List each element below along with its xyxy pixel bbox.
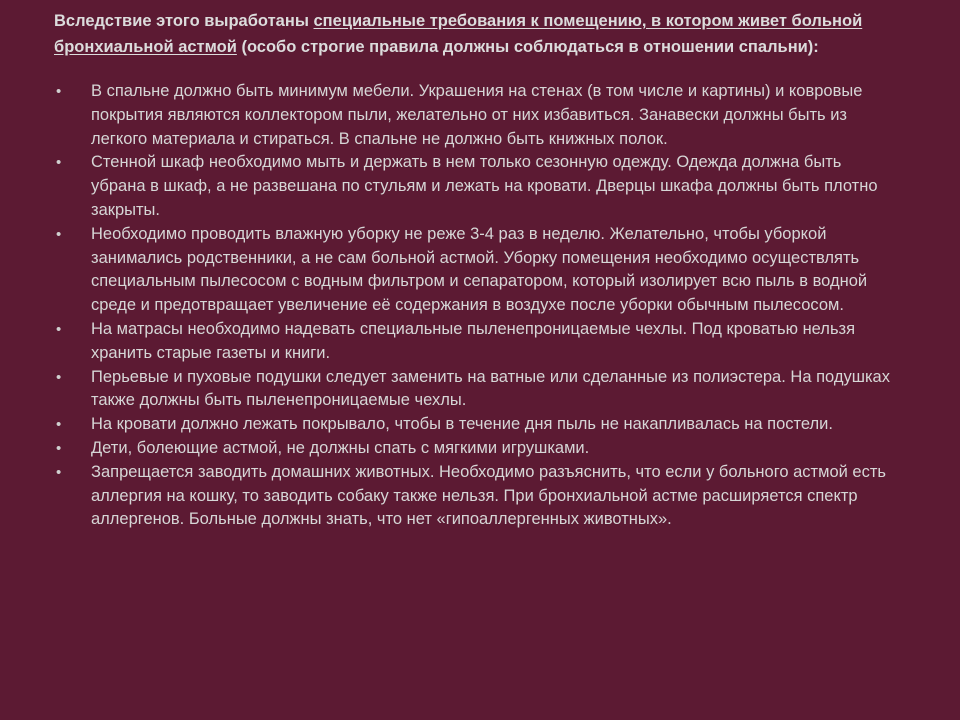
list-item — [54, 318, 898, 366]
list-item-text: Запрещается заводить домашних животных. Необходимо разъяснить, что если у больного астмой есть аллергия на кошку, то заводить собаку также нельзя. При бронхиальной астме расширяется спектр аллергенов. Больные должны знать, что нет «гипоаллергенных животных». — [91, 462, 887, 529]
list-item — [54, 366, 898, 414]
list-item-text: В спальне должно быть минимум мебели. Украшения на стенах (в том числе и картины) и ковровые покрытия являются коллектором пыли, желательно от них избавиться. Занавески должны быть из легкого материала и стираться. В спальне не должно быть книжных полок. — [91, 82, 863, 148]
bullet-icon: • — [56, 154, 62, 172]
bullet-icon: • — [56, 320, 62, 338]
bullet-icon: • — [56, 416, 62, 434]
requirements-list — [54, 80, 898, 532]
list-item-text: На кровати должно лежать покрывало, чтобы в течение дня пыль не накапливалась на постели. — [91, 415, 833, 434]
intro-underlined-text: специальные требования к помещению, в котором живет больной бронхиальной астмой — [54, 12, 863, 56]
list-item-text: Необходимо проводить влажную уборку не реже 3-4 раз в неделю. Желательно, чтобы уборкой занимались родственники, а не сам больной астмой. Уборку помещения необходимо осуществлять специальным пылесосом с водным фильтром и сепаратором, который изолирует всю пыль в водной среде и предотвращает увеличение её содержания в воздухе после уборки обычным пылесосом. — [91, 224, 868, 315]
list-item-text: Стенной шкаф необходимо мыть и держать в нем только сезонную одежду. Одежда должна быть убрана в шкаф, а не развешана по стульям и лежать на кровати. Дверцы шкафа должны быть плотно закрыты. — [91, 153, 878, 219]
list-item — [54, 413, 898, 437]
list-item — [54, 223, 898, 318]
list-item — [54, 437, 898, 461]
intro-text-after: (особо строгие правила должны соблюдаться в отношении спальни): — [236, 38, 819, 56]
list-item — [54, 80, 898, 151]
bullet-icon: • — [56, 83, 62, 100]
intro-paragraph — [54, 8, 898, 60]
list-item-text: На матрасы необходимо надевать специальные пыленепроницаемые чехлы. Под кроватью нельзя хранить старые газеты и книги. — [91, 319, 856, 362]
bullet-icon: • — [56, 463, 62, 481]
list-item — [54, 151, 898, 222]
bullet-icon: • — [56, 439, 62, 457]
list-item-text: Перьевые и пуховые подушки следует заменить на ватные или сделанные из полиэстера. На подушках также должны быть пыленепроницаемые чехлы. — [91, 367, 890, 410]
bullet-icon: • — [56, 225, 62, 243]
bullet-icon: • — [56, 368, 62, 386]
intro-text-before: Вследствие этого выработаны — [54, 12, 314, 30]
list-item-text: Дети, болеющие астмой, не должны спать с мягкими игрушками. — [91, 438, 590, 457]
list-item — [54, 461, 898, 532]
